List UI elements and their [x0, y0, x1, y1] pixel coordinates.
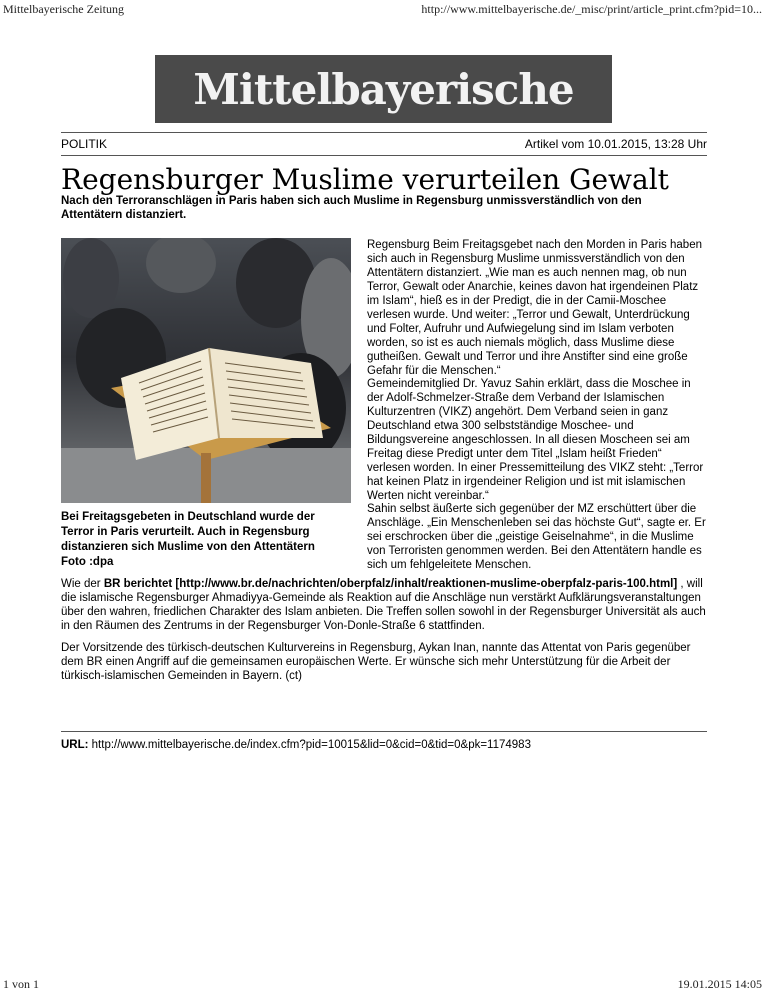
article-timestamp: Artikel vom 10.01.2015, 13:28 Uhr: [524, 137, 707, 151]
paragraph-3: Sahin selbst äußerte sich gegenüber der MZ erschüttert über die Anschläge. „Ein Menschenleben sei das höchste Gut“, sagte er. Er sei erschrocken über die „geistige Geiselnahme“, in die Muslime von Terroristen genommen werden. Bei den Attentätern handle es sich um fehlgeleitete Menschen.: [367, 503, 706, 571]
paragraph-4: Der Vorsitzende des türkisch-deutschen Kulturvereins in Regensburg, Aykan Inan, nannte das Attentat von Paris gegenüber dem BR einen Angriff auf die gemeinsamen europäischen Werte. Er wünsche sich mehr Unterstützung für die Arbeit der türkisch-islamischen Gemeinden in Bayern. (ct): [61, 642, 691, 682]
page-count: 1 von 1: [3, 977, 39, 991]
br-report-link[interactable]: BR berichtet [http://www.br.de/nachrichten/oberpfalz/inhalt/reaktionen-muslime-oberpfalz-paris-100.html]: [103, 578, 678, 590]
photo-caption: Bei Freitagsgebeten in Deutschland wurde der Terror in Paris verurteilt. Auch in Regensburg distanzieren sich Muslime von den Attentätern Foto :dpa: [61, 511, 315, 568]
article-photo: [61, 238, 351, 503]
article-lead: Nach den Terroranschlägen in Paris haben sich auch Muslime in Regensburg unmissverständlich von den Attentätern distanziert.: [61, 195, 642, 221]
logo-text: Mittelbayerische: [193, 64, 574, 114]
paragraph-br-report: [61, 577, 707, 633]
url-value[interactable]: http://www.mittelbayerische.de/index.cfm?pid=10015&lid=0&cid=0&tid=0&pk=1174983: [88, 739, 531, 751]
br-prefix: Wie der: [61, 578, 104, 590]
newspaper-logo: [155, 55, 612, 123]
article-title: Regensburger Muslime verurteilen Gewalt: [61, 163, 669, 196]
paragraph-2: Gemeindemitglied Dr. Yavuz Sahin erklärt, dass die Moschee in der Adolf-Schmelzer-Straße dem Verband der Islamischen Kulturzentren (VIKZ) angehört. Dem Verband seien in ganz Deutschland etwa 300 selbstständige Moschee- und Bildungsvereine angeschlossen. In all diesen Moscheen sei am Freitag diese Predigt unter dem Titel „Islam heißt Frieden“ verlesen worden. In einer Pressemitteilung des VIKZ steht: „Terror hat keinen Platz in irgendeiner Religion und ist mit islamischen Werten nicht vereinbar.“: [367, 378, 704, 502]
article-url: [61, 739, 531, 751]
paragraph-1: Regensburg Beim Freitagsgebet nach den Morden in Paris haben sich auch in Regensburg Muslime unmissverständlich von den Attentätern distanziert. „Wie man es auch nennen mag, ob nun Terror, Gewalt oder Anarchie, keines davon hat irgendeinen Platz im Islam“, hieß es in der Predigt, die in der Camii-Moschee verlesen wurde. Und weiter: „Terror und Gewalt, Unterdrückung und Folter, Aufruhr und Aufwiegelung sind im Islam verboten worden, so ist es auch niemals möglich, dass Muslime diese gutheißen. Gewalt und Terror und ihre Anstifter sind eine große Gefahr für die Menschen.“: [367, 239, 702, 377]
quran-on-stand-photo: [61, 238, 351, 503]
header-divider: [61, 155, 707, 156]
url-label: URL:: [61, 739, 89, 751]
section-label: POLITIK: [61, 137, 108, 151]
br-suffix: , will die islamische Regensburger Ahmadiyya-Gemeinde als Reaktion auf die Anschläge nun verstärkt Aufklärungsveranstaltungen über den wahren, friedlichen Charakter des Islam anbieten. Die Treffen sollen sowohl in der Regensburger Universität als auch in den Räumen des Zentrums in der Regensburger Von-Donle-Straße 6 stattfinden.: [61, 578, 706, 632]
top-divider: [61, 132, 707, 133]
print-header-title: Mittelbayerische Zeitung: [3, 2, 124, 16]
print-header-url: http://www.mittelbayerische.de/_misc/print/article_print.cfm?pid=10...: [421, 2, 762, 16]
print-date: 19.01.2015 14:05: [677, 977, 762, 991]
url-divider: [61, 731, 707, 732]
